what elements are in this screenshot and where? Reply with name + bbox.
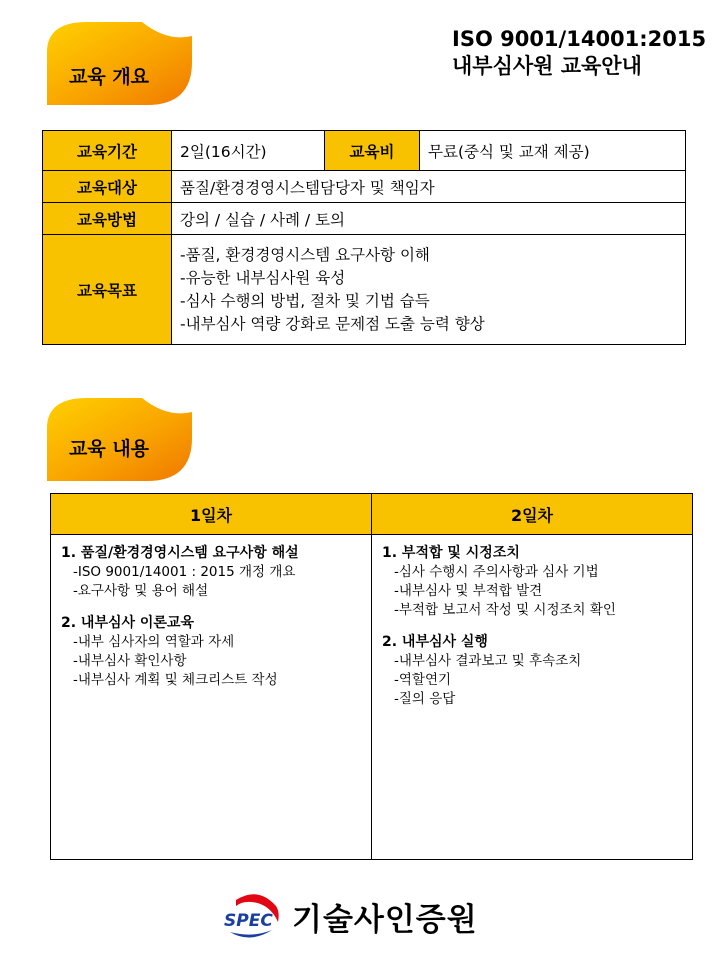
list-item: -내부심사 및 부적합 발견 [394,583,543,599]
day2-contents [372,535,693,860]
list-item: -ISO 9001/14001 : 2015 개정 개요 [73,564,296,580]
day1-header: 1일차 [51,494,372,535]
goal-label: 교육목표 [43,235,172,345]
list-item: -내부심사 결과보고 및 후속조치 [394,653,582,669]
section-badge-overview [47,22,192,105]
method-label: 교육방법 [43,203,172,235]
day2-header: 2일차 [372,494,693,535]
day1-section-1-title: 1. 품질/환경경영시스템 요구사항 해설 [61,545,299,561]
day2-section-2-title: 2. 내부심사 실행 [382,634,488,650]
schedule-table [50,493,693,860]
day2-section-1-title: 1. 부적합 및 시정조치 [382,545,520,561]
goal-item: -유능한 내부심사원 육성 [180,268,346,287]
overview-table [42,130,686,345]
goal-item: -심사 수행의 방법, 절차 및 기법 습득 [180,291,430,310]
list-item: -내부심사 계획 및 체크리스트 작성 [73,672,278,688]
list-item: -부적합 보고서 작성 및 시정조치 확인 [394,602,616,618]
document-title [452,26,706,80]
section-title-contents: 교육 내용 [69,438,150,460]
section-title-overview: 교육 개요 [69,66,150,88]
org-logo [222,892,478,940]
title-line-2: 내부심사원 교육안내 [452,54,642,78]
list-item: -내부 심사자의 역할과 자세 [73,634,235,650]
goal-item: -품질, 환경경영시스템 요구사항 이해 [180,245,430,264]
org-name: 기술사인증원 [292,901,478,938]
list-item: -요구사항 및 용어 해설 [73,583,209,599]
target-label: 교육대상 [43,171,172,203]
fee-value: 무료(중식 및 교재 제공) [420,131,686,171]
spec-logo-icon [222,892,284,940]
period-value: 2일(16시간) [172,131,325,171]
day1-contents [51,535,372,860]
list-item: -내부심사 확인사항 [73,653,187,669]
fee-label: 교육비 [325,131,420,171]
list-item: -질의 응답 [394,691,456,707]
method-value: 강의 / 실습 / 사례 / 토의 [172,203,686,235]
day1-section-2-title: 2. 내부심사 이론교육 [61,615,194,631]
section-badge-contents [47,398,192,481]
list-item: -심사 수행시 주의사항과 심사 기법 [394,564,599,580]
list-item: -역할연기 [394,672,452,688]
goal-list [172,235,686,345]
period-label: 교육기간 [43,131,172,171]
title-line-1: ISO 9001/14001:2015 [452,27,707,51]
goal-item: -내부심사 역량 강화로 문제점 도출 능력 향상 [180,314,485,333]
target-value: 품질/환경경영시스템담당자 및 책임자 [172,171,686,203]
logo-mark-text: SPEC [224,911,273,931]
